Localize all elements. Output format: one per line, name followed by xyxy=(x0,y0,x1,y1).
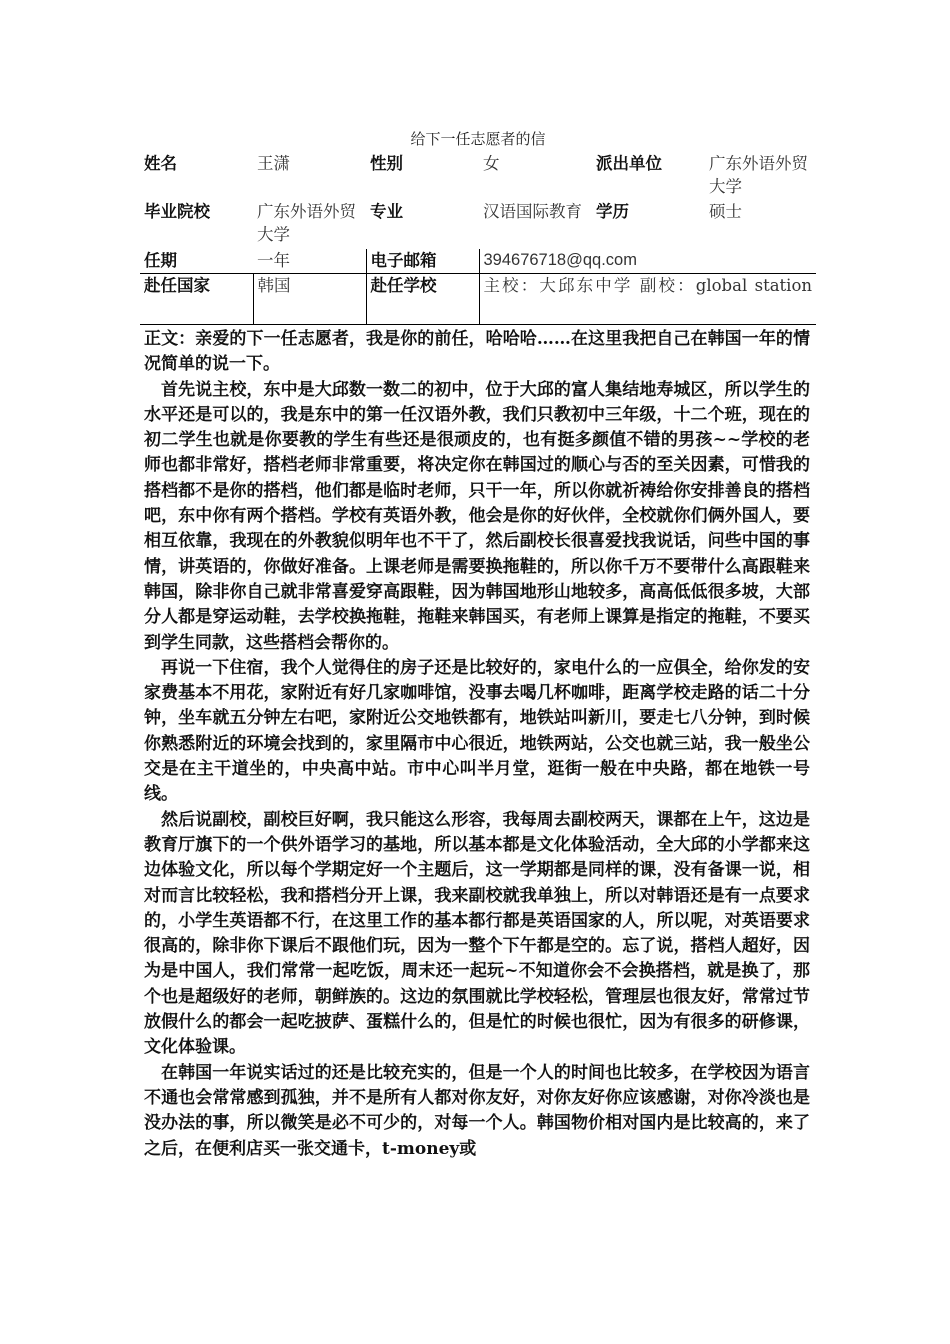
info-row-1 xyxy=(140,150,816,200)
info-row-4 xyxy=(140,274,816,325)
name-label: 姓名 xyxy=(144,154,177,173)
name-value: 王潇 xyxy=(257,154,290,173)
term-label: 任期 xyxy=(140,249,253,274)
destination-school-value: 主校：大邱东中学 副校：global station xyxy=(479,274,816,325)
paragraph-life-in-korea: 在韩国一年说实话过的还是比较充实的，但是一个人的时间也比较多，在学校因为语言不通也会常常感到孤独，并不是所有人都对你友好，对你友好你应该感谢，对你冷淡也是没办法的事，所以微笑是必不可少的，对每一个人。韩国物价相对国内是比较高的，来了之后，在便利店买一张交通卡，t-money或 xyxy=(144,1062,810,1159)
graduate-school-label: 毕业院校 xyxy=(144,202,210,221)
info-row-3 xyxy=(140,249,816,274)
degree-label: 学历 xyxy=(596,202,629,221)
paragraph-main-school: 首先说主校，东中是大邱数一数二的初中，位于大邱的富人集结地寿城区，所以学生的水平还是可以的，我是东中的第一任汉语外教，我们只教初中三年级，十二个班，现在的初二学生也就是你要教的学生有些还是很顽皮的，也有挺多颜值不错的男孩~~学校的老师也都非常好，搭档老师非常重要，将决定你在韩国过的顺心与否的至关因素，可惜我的搭档都不是你的搭档，他们都是临时老师，只干一年，所以你就祈祷给你安排善良的搭档吧，东中你有两个搭档。学校有英语外教，他会是你的好伙伴，全校就你们俩外国人，要相互依靠，我现在的外教貌似明年也不干了，然后副校长很喜爱找我说话，问些中国的事情，讲英语的，你做好准备。上课老师是需要换拖鞋的，所以你千万不要带什么高跟鞋来韩国，除非你自己就非常喜爱穿高跟鞋，因为韩国地形山地较多，高高低低很多坡，大部分人都是穿运动鞋，去学校换拖鞋，拖鞋来韩国买，有老师上课算是指定的拖鞋，不要买到学生同款，这些搭档会帮你的。 xyxy=(144,379,810,653)
degree-value: 硕士 xyxy=(709,202,742,221)
major-label: 专业 xyxy=(370,202,403,221)
letter-intro: 正文：亲爱的下一任志愿者，我是你的前任，哈哈哈……在这里我把自己在韩国一年的情况简单的说一下。 xyxy=(144,329,810,375)
major-value: 汉语国际教育 xyxy=(483,202,582,221)
destination-country-label: 赴任国家 xyxy=(140,274,253,325)
term-value: 一年 xyxy=(253,249,366,274)
destination-country-value: 韩国 xyxy=(253,274,366,325)
destination-school-label: 赴任学校 xyxy=(366,274,479,325)
email-label: 电子邮箱 xyxy=(366,249,479,274)
email-value: 394676718@qq.com xyxy=(479,249,816,274)
document-title: 给下一任志愿者的信 xyxy=(410,130,546,148)
dispatch-unit-value: 广东外语外贸大学 xyxy=(709,154,808,196)
info-row-2 xyxy=(140,200,816,249)
volunteer-info-table xyxy=(140,150,816,325)
dispatch-unit-label: 派出单位 xyxy=(596,154,662,173)
letter-body xyxy=(144,327,810,1162)
paragraph-branch-school: 然后说副校，副校巨好啊，我只能这么形容，我每周去副校两天，课都在上午，这边是教育厅旗下的一个供外语学习的基地，所以基本都是文化体验活动，全大邱的小学都来这边体验文化，所以每个学期定好一个主题后，这一学期都是同样的课，没有备课一说，相对而言比较轻松，我和搭档分开上课，我来副校就我单独上，所以对韩语还是有一点要求的，小学生英语都不行，在这里工作的基本都行都是英语国家的人，所以呢，对英语要求很高的，除非你下课后不跟他们玩，因为一整个下午都是空的。忘了说，搭档人超好，因为是中国人，我们常常一起吃饭，周末还一起玩~不知道你会不会换搭档，就是换了，那个也是超级好的老师，朝鲜族的。这边的氛围就比学校轻松，管理层也很友好，常常过节放假什么的都会一起吃披萨、蛋糕什么的，但是忙的时候也很忙，因为有很多的研修课，文化体验课。 xyxy=(144,809,810,1058)
graduate-school-value: 广东外语外贸大学 xyxy=(257,202,356,244)
gender-label: 性别 xyxy=(370,154,403,173)
gender-value: 女 xyxy=(483,154,500,173)
paragraph-housing: 再说一下住宿，我个人觉得住的房子还是比较好的，家电什么的一应俱全，给你发的安家费基本不用花，家附近有好几家咖啡馆，没事去喝几杯咖啡，距离学校走路的话二十分钟，坐车就五分钟左右吧，家附近公交地铁都有，地铁站叫新川，要走七八分钟，到时候你熟悉附近的环境会找到的，家里隔市中心很近，地铁两站，公交也就三站，我一般坐公交是在主干道坐的，中央高中站。市中心叫半月堂，逛街一般在中央路，都在地铁一号线。 xyxy=(144,657,810,805)
